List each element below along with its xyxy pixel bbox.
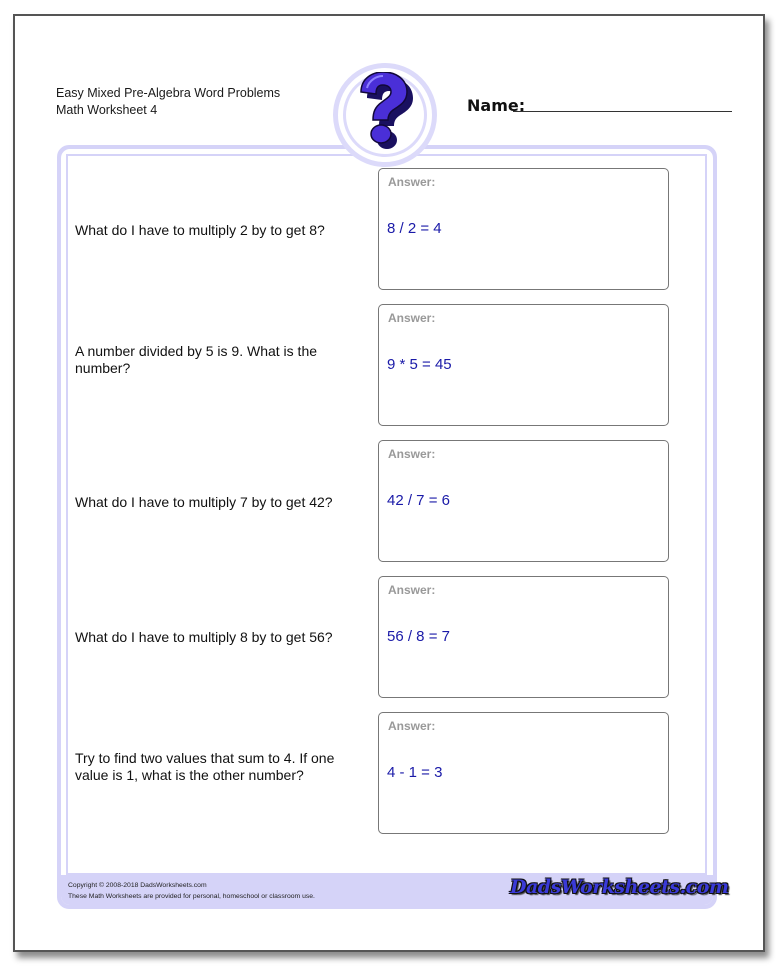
answer-box-2[interactable] (378, 304, 669, 426)
answer-box-3[interactable] (378, 440, 669, 562)
usage-notice: These Math Worksheets are provided for personal, homeschool or classroom use. (68, 893, 315, 900)
answer-box-5[interactable] (378, 712, 669, 834)
copyright-notice (68, 880, 315, 902)
answer-label: Answer: (388, 719, 436, 733)
answer-box-4[interactable] (378, 576, 669, 698)
answer-value: 42 / 7 = 6 (387, 492, 450, 509)
question-5: Try to find two values that sum to 4. If one value is 1, what is the other number? (75, 750, 335, 783)
name-label: Name: (467, 96, 526, 115)
answer-value: 56 / 8 = 7 (387, 628, 450, 645)
dadsworksheets-logo: DadsWorksheets.com (510, 876, 729, 898)
question-4: What do I have to multiply 8 by to get 56? (75, 629, 333, 645)
question-2: A number divided by 5 is 9. What is the number? (75, 343, 318, 376)
worksheet-title (56, 85, 280, 119)
answer-box-1[interactable] (378, 168, 669, 290)
answer-label: Answer: (388, 311, 436, 325)
answer-label: Answer: (388, 447, 436, 461)
copyright-line: Copyright © 2008-2018 DadsWorksheets.com (68, 882, 207, 889)
question-3: What do I have to multiply 7 by to get 42? (75, 494, 333, 510)
name-field-line (513, 111, 732, 112)
answer-value: 4 - 1 = 3 (387, 764, 443, 781)
question-mark-icon (353, 72, 417, 152)
question-1: What do I have to multiply 2 by to get 8? (75, 222, 325, 238)
answer-label: Answer: (388, 175, 436, 189)
title-line-2: Math Worksheet 4 (56, 103, 158, 117)
answer-value: 8 / 2 = 4 (387, 220, 442, 237)
title-line-1: Easy Mixed Pre-Algebra Word Problems (56, 86, 281, 100)
answer-value: 9 * 5 = 45 (387, 356, 452, 373)
answer-label: Answer: (388, 583, 436, 597)
